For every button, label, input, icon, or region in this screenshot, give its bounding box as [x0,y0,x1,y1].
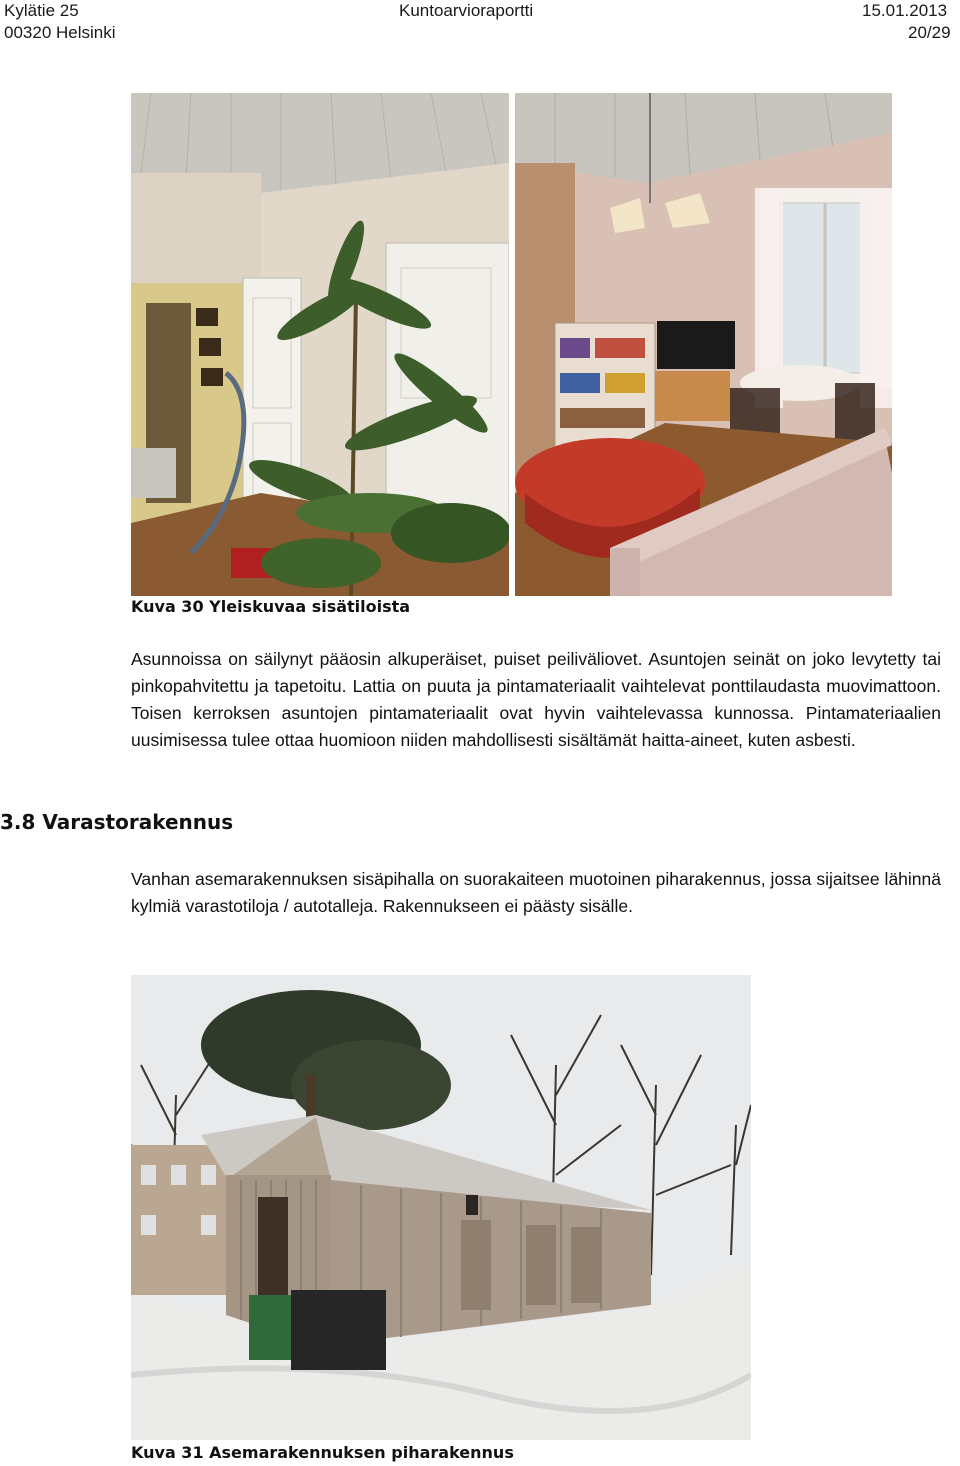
header-address-line1: Kylätie 25 [4,1,79,20]
interior-paragraph: Asunnoissa on säilynyt pääosin alkuperäiset, puiset peiliväliovet. Asuntojen seinät on joko levytetty tai pinkopahvitettu ja tapetoitu. Lattia on puuta ja pintamateriaalit vaihtelevat ponttilaudasta muovimattoon. Toisen kerroksen asuntojen pintamateriaalit ovat hyvin vaihtelevassa kunnossa. Pintamateriaalien uusimisessa tulee ottaa huomioon niiden mahdollisesti sisältämät haitta-aineet, kuten asbesti. [131,649,941,750]
header-report-title: Kuntoarvioraportti [399,1,534,20]
header-page-number: 20/29 [908,23,951,42]
living-room-photo [515,93,892,596]
section-heading: 3.8 Varastorakennus [0,810,234,834]
storage-building-photo [131,975,751,1440]
storage-building-paragraph: Vanhan asemarakennuksen sisäpihalla on suorakaiteen muotoinen piharakennus, jossa sijaitsee lähinnä kylmiä varastotiloja / autotalleja. Rakennukseen ei päästy sisälle. [131,869,941,916]
header-date: 15.01.2013 [862,1,948,20]
figure-30-caption: Kuva 30 Yleiskuvaa sisätiloista [131,597,411,616]
hallway-with-plants-photo [131,93,509,596]
figure-31-caption: Kuva 31 Asemarakennuksen piharakennus [131,1443,514,1462]
header-address-line2: 00320 Helsinki [4,23,116,42]
